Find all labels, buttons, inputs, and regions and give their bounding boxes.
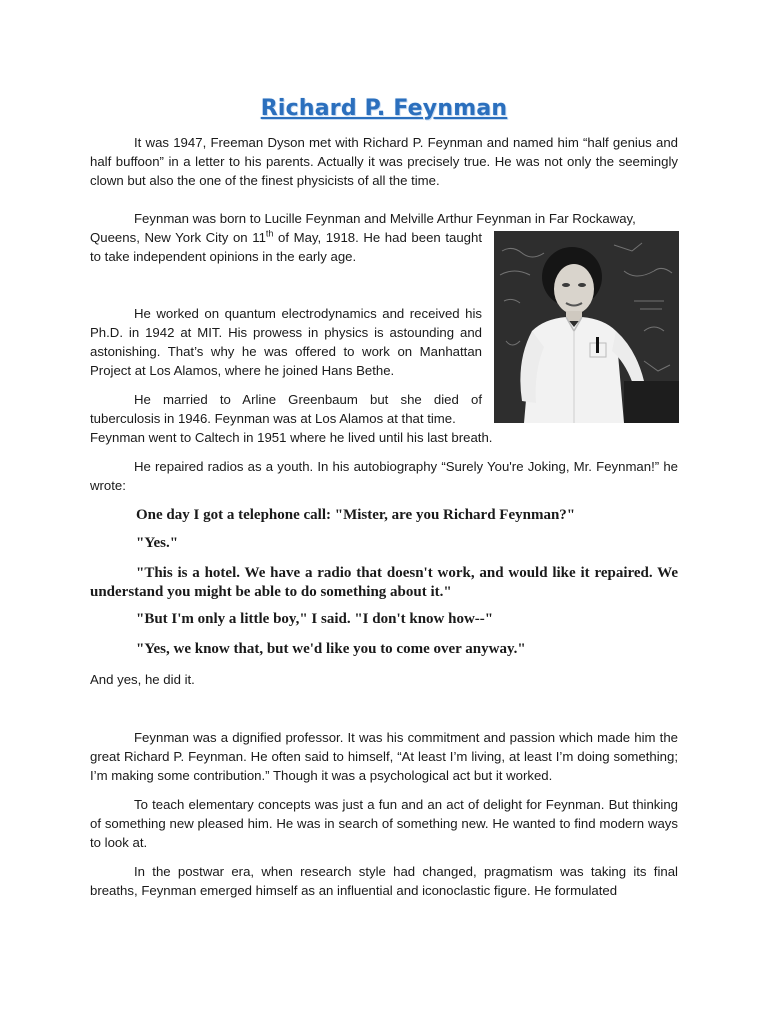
paragraph-quantum bbox=[90, 304, 482, 380]
quote-line-3 bbox=[90, 564, 678, 602]
paragraph-did-it bbox=[90, 670, 678, 689]
paragraph-postwar bbox=[90, 862, 678, 900]
paragraph-professor bbox=[90, 728, 678, 785]
quote-line-3-text: "This is a hotel. We have a radio that doesn't work, and would like it repaired. We understand you might be able to do something about it." bbox=[90, 565, 678, 600]
quote-line-2-text: "Yes." bbox=[136, 535, 179, 551]
paragraph-intro bbox=[90, 133, 678, 190]
quote-line-1-text: One day I got a telephone call: "Mister, are you Richard Feynman?" bbox=[136, 507, 576, 523]
paragraph-did-it-text: And yes, he did it. bbox=[90, 672, 195, 687]
paragraph-teaching-text: To teach elementary concepts was just a fun and an act of delight for Feynman. But thinking of something new pleased him. He was in search of something new. He wanted to find modern ways to look at. bbox=[90, 797, 678, 850]
paragraph-teaching bbox=[90, 795, 678, 852]
quote-line-5 bbox=[90, 640, 678, 659]
quote-line-5-text: "Yes, we know that, but we'd like you to come over anyway." bbox=[136, 641, 526, 657]
paragraph-intro-text: It was 1947, Freeman Dyson met with Richard P. Feynman and named him “half genius and half buffoon” in a letter to his parents. Actually it was precisely true. He was not only the seemingly clown but also the one of the finest physicists of all the time. bbox=[90, 135, 678, 188]
paragraph-birth-line1 bbox=[90, 209, 678, 228]
portrait-image bbox=[494, 231, 679, 423]
quote-line-1 bbox=[90, 506, 678, 525]
paragraph-birth bbox=[90, 228, 482, 266]
paragraph-marriage bbox=[90, 390, 482, 428]
quote-line-2 bbox=[90, 534, 678, 553]
paragraph-caltech bbox=[90, 428, 678, 447]
feynman-portrait-photo bbox=[494, 231, 679, 423]
paragraph-caltech-text: Feynman went to Caltech in 1951 where he lived until his last breath. bbox=[90, 430, 493, 445]
document-title: Richard P. Feynman bbox=[260, 96, 508, 121]
paragraph-postwar-text: In the postwar era, when research style had changed, pragmatism was taking its final breaths, Feynman emerged himself as an influential and iconoclastic figure. He formulated bbox=[90, 864, 678, 898]
quote-line-4 bbox=[90, 610, 678, 629]
paragraph-birth-text-a: Queens, New York City on 11 bbox=[90, 230, 266, 245]
paragraph-birth-line1-text: Feynman was born to Lucille Feynman and Melville Arthur Feynman in Far Rockaway, bbox=[134, 211, 636, 226]
paragraph-birth-text-b: of May, 1918. He had been taught to take independent opinions in the early age. bbox=[90, 230, 482, 264]
paragraph-radios bbox=[90, 457, 678, 495]
paragraph-marriage-text: He married to Arline Greenbaum but she died of tuberculosis in 1946. Feynman was at Los Alamos at that time. bbox=[90, 392, 482, 426]
paragraph-professor-text: Feynman was a dignified professor. It was his commitment and passion which made him the great Richard P. Feynman. He often said to himself, “At least I’m living, at least I’m doing something; I’m making some contribution.” Though it was a psychological act but it worked. bbox=[90, 730, 678, 783]
quote-line-4-text: "But I'm only a little boy," I said. "I don't know how--" bbox=[136, 611, 494, 627]
ordinal-suffix: th bbox=[265, 228, 274, 239]
paragraph-radios-text: He repaired radios as a youth. In his autobiography “Surely You're Joking, Mr. Feynman!” he wrote: bbox=[90, 459, 678, 493]
paragraph-quantum-text: He worked on quantum electrodynamics and received his Ph.D. in 1942 at MIT. His prowess in physics is astounding and astonishing. That’s why he was offered to work on Manhattan Project at Los Alamos, where he joined Hans Bethe. bbox=[90, 306, 482, 378]
